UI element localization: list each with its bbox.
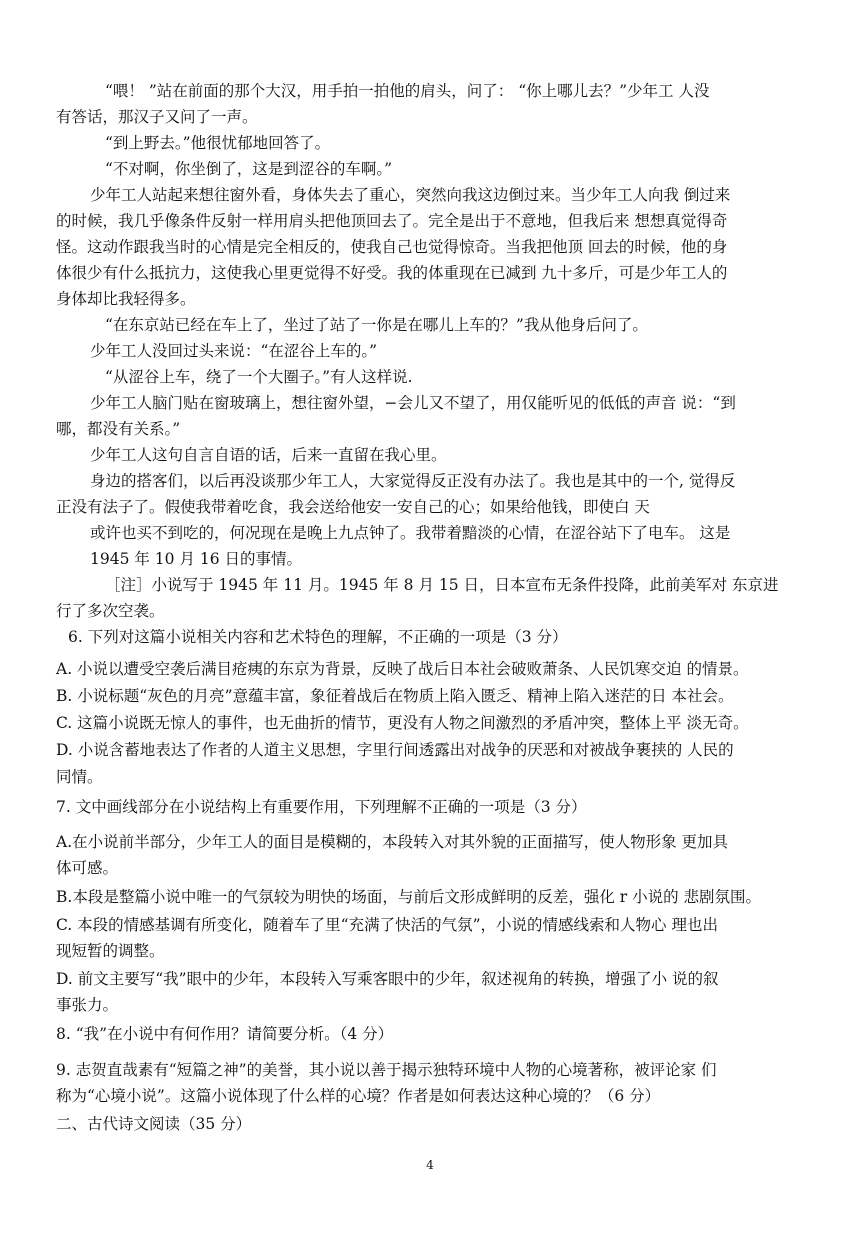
story-line: 身体却比我轻得多。 bbox=[56, 290, 196, 308]
option-a-cont: 体可感。 bbox=[56, 859, 119, 877]
question-stem-cont: 称为“心境小说”。这篇小说体现了什么样的心境？作者是如何表达这种心境的？（6 分） bbox=[56, 1087, 661, 1105]
story-line: 怪。这动作跟我当时的心情是完全相反的，使我自己也觉得惊奇。当我把他顶 回去的时候，他的身 bbox=[56, 238, 728, 256]
question-stem: 6. 下列对这篇小说相关内容和艺术特色的理解，不正确的一项是（3 分） bbox=[68, 628, 568, 646]
option-b: B.本段是整篇小说中唯一的气氛较为明快的场面，与前后文形成鲜明的反差，强化 r 小说的 悲剧氛围。 bbox=[56, 888, 762, 906]
story-line: 少年工人站起来想往窗外看，身体失去了重心，突然向我这边倒过来。当少年工人向我 倒过来 bbox=[90, 186, 731, 204]
story-line: “喂！ ”站在前面的那个大汉，用手拍一拍他的肩头，问了： “你上哪儿去？”少年工 人没 bbox=[105, 82, 710, 100]
story-line: 哪，都没有关系。” bbox=[56, 420, 181, 438]
note-line: ［注］小说写于 1945 年 11 月。1945 年 8 月 15 日，日本宣布无条件投降，此前美军对 东京进 bbox=[105, 576, 779, 594]
story-line: 1945 年 10 月 16 日的事情。 bbox=[90, 550, 303, 568]
question-stem: 8. “我”在小说中有何作用？请简要分析。（4 分） bbox=[56, 1025, 394, 1043]
option-b: B. 小说标题“灰色的月亮”意蕴丰富，象征着战后在物质上陷入匮乏、精神上陷入迷茫的日 本社会。 bbox=[56, 687, 734, 705]
question-stem: 9. 志贺直哉素有“短篇之神”的美誉，其小说以善于揭示独特环境中人物的心境著称，被评论家 们 bbox=[56, 1061, 717, 1079]
option-c: C. 这篇小说既无惊人的事件，也无曲折的情节，更没有人物之间激烈的矛盾冲突，整体上平 淡无奇。 bbox=[56, 714, 749, 732]
story-line: 少年工人没回过头来说：“在涩谷上车的。” bbox=[90, 342, 378, 360]
question-stem: 7. 文中画线部分在小说结构上有重要作用，下列理解不正确的一项是（3 分） bbox=[56, 798, 587, 816]
option-a: A.在小说前半部分，少年工人的面目是模糊的，本段转入对其外貌的正面描写，使人物形象 更加具 bbox=[56, 833, 729, 851]
option-a: A. 小说以遭受空袭后满目疮痍的东京为背景，反映了战后日本社会破败萧条、人民饥寒交迫 的情景。 bbox=[56, 660, 749, 678]
story-line: 少年工人这句自言自语的话，后来一直留在我心里。 bbox=[90, 446, 447, 464]
option-d-cont: 事张力。 bbox=[56, 996, 119, 1014]
option-d: D. 小说含蓄地表达了作者的人道主义思想，字里行间透露出对战争的厌恶和对被战争裹挟的 人民的 bbox=[56, 741, 734, 759]
story-line: 正没有法子了。假使我带着吃食，我会送给他安一安自己的心；如果给他钱，即使白 天 bbox=[56, 498, 650, 516]
note-line: 行了多次空袭。 bbox=[56, 602, 165, 620]
story-line: 的时候，我几乎像条件反射一样用肩头把他顶回去了。完全是出于不意地，但我后来 想想真觉得奇 bbox=[56, 212, 728, 230]
option-c: C. 本段的情感基调有所变化，随着车了里“充满了快活的气氛”，小说的情感线索和人物心 理也出 bbox=[56, 916, 718, 934]
option-c-cont: 现短暂的调整。 bbox=[56, 942, 165, 960]
story-line: “到上野去。”他很忧郁地回答了。 bbox=[105, 134, 331, 152]
option-d-cont: 同情。 bbox=[56, 768, 103, 786]
story-line: 体很少有什么抵抗力，这使我心里更觉得不好受。我的体重现在已减到 九十多斤，可是少年工人的 bbox=[56, 264, 728, 282]
section-heading: 二、古代诗文阅读（35 分） bbox=[56, 1115, 252, 1133]
story-line: “不对啊，你坐倒了，这是到涩谷的车啊。” bbox=[105, 160, 393, 178]
option-d: D. 前文主要写“我”眼中的少年，本段转入写乘客眼中的少年，叙述视角的转换，增强了小 说的叙 bbox=[56, 970, 719, 988]
story-line: 少年工人脑门贴在窗玻璃上，想往窗外望，−会儿又不望了，用仅能听见的低低的声音 说：“到 bbox=[90, 394, 736, 412]
story-line: 或许也买不到吃的，何况现在是晚上九点钟了。我带着黯淡的心情，在涩谷站下了电车。 这是 bbox=[90, 524, 731, 542]
story-line: 身边的搭客们，以后再没谈那少年工人，大家觉得反正没有办法了。我也是其中的一个, 觉得反 bbox=[90, 472, 736, 490]
story-line: 有答话，那汉子又问了一声。 bbox=[56, 108, 258, 126]
story-line: “从涩谷上车，绕了一个大圈子。”有人这样说. bbox=[105, 368, 413, 386]
page-number: 4 bbox=[426, 1158, 434, 1172]
story-line: “在东京站已经在车上了，坐过了站了一你是在哪儿上车的？”我从他身后问了。 bbox=[105, 316, 648, 334]
